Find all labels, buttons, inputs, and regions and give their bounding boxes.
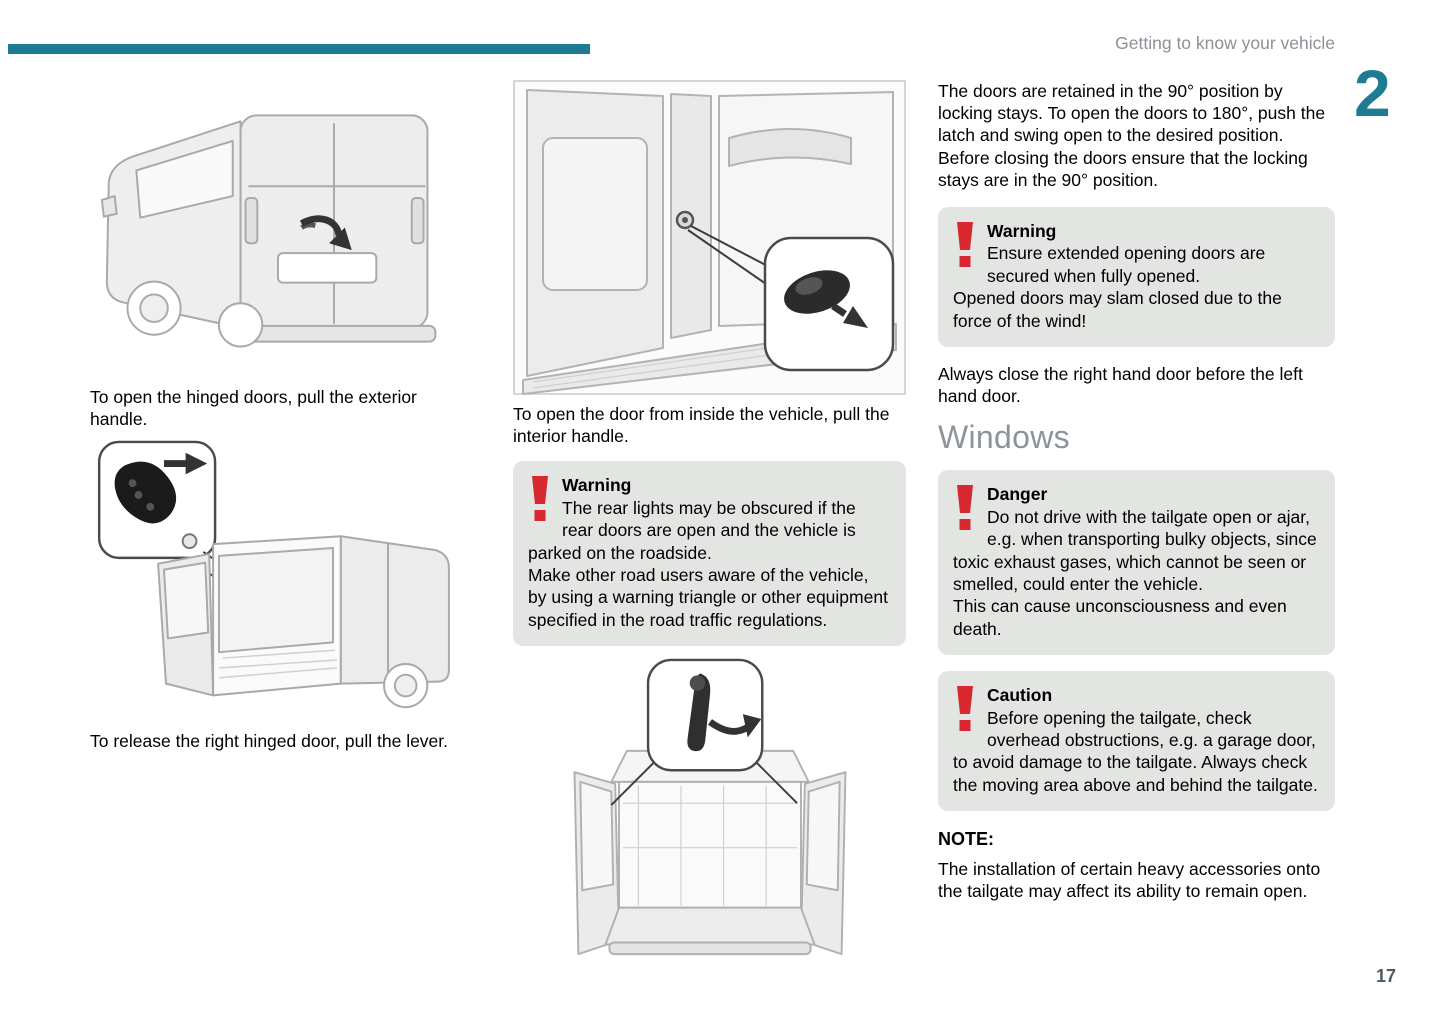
alert-text: Ensure extended opening doors are secured when fully opened. [987, 243, 1266, 286]
caption-hinged-doors: To open the hinged doors, pull the exterior handle. [90, 387, 417, 430]
danger-box-tailgate [938, 470, 1335, 655]
door-lever-release-drawing [90, 438, 462, 718]
caption-interior-handle: To open the door from inside the vehicle, pull the interior handle. [513, 404, 890, 447]
alert-text: Before opening the tailgate, check overhead obstructions, e.g. a garage door, to avoid damage to the tailgate. Always check the moving area above and behind the tailgate. [953, 707, 1318, 795]
section-heading-windows: Windows [938, 419, 1070, 456]
alert-title: Danger [987, 484, 1048, 505]
caption-release-lever: To release the right hinged door, pull the lever. [90, 731, 449, 752]
warning-exclamation-icon [529, 476, 551, 522]
alert-title: Caution [987, 685, 1053, 706]
interior-door-handle-illustration [513, 80, 906, 395]
alert-text: This can cause unconsciousness and even death. [953, 596, 1287, 639]
tailgate-open-drawing [550, 658, 870, 958]
caution-exclamation-icon [954, 686, 976, 732]
running-header: Getting to know your vehicle [1115, 33, 1335, 53]
danger-exclamation-icon [954, 485, 976, 531]
alert-text: Make other road users aware of the vehicle, by using a warning triangle or other equipment specified in the road traffic regulations. [528, 565, 888, 630]
left-column [90, 80, 462, 753]
door-lever-release-illustration [90, 438, 462, 718]
para-close-order: Always close the right hand door before the left hand door. [938, 364, 1303, 407]
note-text: The installation of certain heavy accessories onto the tailgate may affect its ability to remain open. [938, 859, 1321, 902]
interior-door-handle-drawing [513, 80, 906, 395]
van-rear-exterior-illustration [90, 80, 462, 380]
chapter-number-badge: 2 [1354, 56, 1391, 130]
tailgate-open-illustration [513, 658, 906, 958]
caution-box-tailgate [938, 671, 1335, 811]
para-locking-stays: The doors are retained in the 90° position by locking stays. To open the doors to 180°, push the latch and swing open to the desired position. Before closing the doors ensure that the locking stays are in the 90° position. [938, 81, 1326, 190]
right-column [938, 80, 1335, 903]
warning-box-rear-lights [513, 461, 906, 646]
warning-box-extended-doors [938, 207, 1335, 347]
alert-text: Do not drive with the tailgate open or ajar, e.g. when transporting bulky objects, since toxic exhaust gases, which cannot be seen or smelled, could enter the vehicle. [953, 506, 1317, 595]
middle-column [513, 80, 906, 958]
header-accent-bar [8, 44, 590, 54]
page-number: 17 [1376, 966, 1397, 986]
warning-exclamation-icon [954, 222, 976, 268]
note-label: NOTE: [938, 829, 994, 850]
alert-title: Warning [987, 221, 1057, 242]
van-rear-exterior-drawing [90, 80, 462, 380]
alert-text: The rear lights may be obscured if the rear doors are open and the vehicle is parked on the roadside. [528, 497, 856, 563]
alert-title: Warning [562, 475, 632, 496]
alert-text: Opened doors may slam closed due to the force of the wind! [953, 288, 1282, 331]
